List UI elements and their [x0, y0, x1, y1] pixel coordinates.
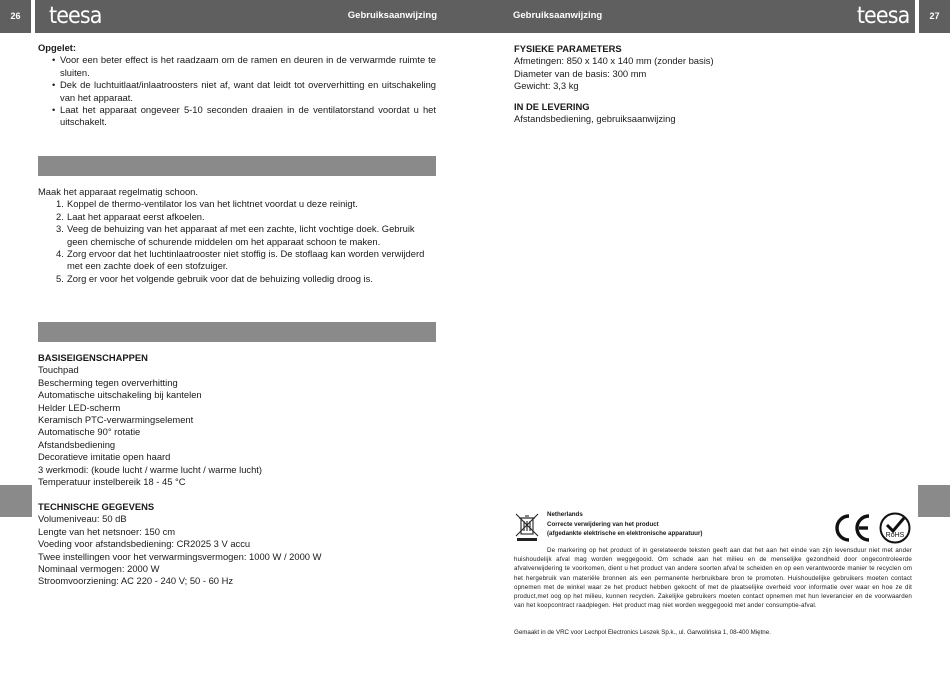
header-band-right	[475, 0, 915, 33]
disposal-country: Netherlands	[547, 511, 583, 518]
basic-feature: Decoratieve imitatie open haard	[38, 451, 171, 463]
technical-item: Volumeniveau: 50 dB	[38, 513, 127, 525]
crossed-bin-icon	[514, 513, 540, 541]
basic-features-section	[38, 352, 436, 488]
caution-item: • Laat het apparaat ongeveer 5-10 seconden draaien in de ventilatorstand voordat u het uitschakelt.	[52, 104, 436, 129]
disposal-subtitle: (afgedankte elektrische en elektronische apparatuur)	[547, 530, 703, 537]
teesa-logo-left: teesa	[49, 3, 102, 29]
physical-heading: FYSIEKE PARAMETERS	[514, 43, 622, 54]
section-bar-specs	[38, 322, 436, 342]
cleaning-step: 1. Koppel de thermo-ventilator los van het lichtnet voordat u deze reinigt.	[56, 198, 358, 210]
caution-section	[38, 42, 436, 129]
disposal-headings	[547, 510, 702, 539]
basic-feature: Automatische 90° rotatie	[38, 426, 141, 438]
section-bar-cleaning	[38, 156, 436, 176]
cleaning-step: 5. Zorg er voor het volgende gebruik voor dat de behuizing volledig droog is.	[56, 272, 373, 284]
basic-feature: Keramisch PTC-verwarmingselement	[38, 414, 194, 426]
technical-item: Stroomvoorziening: AC 220 - 240 V; 50 - 60 Hz	[38, 575, 234, 587]
page-number-left: 26	[0, 0, 31, 33]
side-tab-left	[0, 485, 32, 517]
rohs-mark-icon	[881, 514, 910, 543]
basic-feature: 3 werkmodi: (koude lucht / warme lucht / warme lucht)	[38, 463, 263, 475]
header-band-left	[35, 0, 475, 33]
basic-feature: Automatische uitschakeling bij kantelen	[38, 389, 202, 401]
header-title-right: Gebruiksaanwijzing	[513, 10, 603, 21]
ce-mark-icon	[837, 516, 869, 540]
disposal-title: Correcte verwijdering van het product	[547, 520, 659, 528]
technical-item: Voeding voor afstandsbediening: CR2025 3 V accu	[38, 538, 251, 550]
cleaning-step: 2. Laat het apparaat eerst afkoelen.	[56, 210, 205, 222]
page-number-right: 27	[919, 0, 950, 33]
cleaning-section	[38, 186, 436, 285]
basic-feature: Afstandsbediening	[38, 438, 116, 450]
cleaning-intro: Maak het apparaat regelmatig schoon.	[38, 186, 198, 197]
header-title-left: Gebruiksaanwijzing	[347, 10, 437, 21]
teesa-logo-right: teesa	[856, 3, 909, 29]
cleaning-step: 4. Zorg ervoor dat het luchtinlaatrooster niet stoffig is. De stoflaag kan worden verwijderd met een zachte doek of een stofzuiger.	[56, 248, 425, 272]
caution-item: • Dek de luchtuitlaat/inlaatroosters niet af, want dat leidt tot oververhitting en uitschakeling van het apparaat.	[52, 79, 436, 104]
basic-feature: Bescherming tegen oververhitting	[38, 376, 178, 388]
technical-item: Nominaal vermogen: 2000 W	[38, 563, 160, 575]
page-header	[0, 0, 950, 33]
caution-list	[52, 54, 436, 128]
cleaning-step: 3. Veeg de behuizing van het apparaat af met een zachte, licht vochtige doek. Gebruik geen chemische of schurende middelen om het apparaat schoon te maken.	[56, 223, 415, 247]
cleaning-steps	[56, 198, 436, 285]
basic-feature: Helder LED-scherm	[38, 401, 121, 413]
delivery-text: Afstandsbediening, gebruiksaanwijzing	[514, 113, 676, 125]
basic-feature: Touchpad	[38, 364, 79, 376]
svg-text:RoHS: RoHS	[885, 532, 905, 539]
made-in-text: Gemaakt in de VRC voor Lechpol Electronics Leszek Sp.k., ul. Garwolińska 1, 08-400 Miętne.	[514, 629, 771, 636]
technical-section	[38, 501, 436, 588]
physical-item: Diameter van de basis: 300 mm	[514, 67, 647, 79]
technical-item: Lengte van het netsnoer: 150 cm	[38, 525, 176, 537]
physical-section	[514, 43, 912, 125]
caution-item: • Voor een beter effect is het raadzaam om de ramen en deuren in de verwarmde ruimte te sluiten.	[52, 54, 436, 79]
technical-item: Twee instellingen voor het verwarmingsvermogen: 1000 W / 2000 W	[38, 550, 322, 562]
basic-feature: Temperatuur instelbereik 18 - 45 °C	[38, 476, 186, 488]
delivery-heading: IN DE LEVERING	[514, 100, 590, 112]
technical-heading: TECHNISCHE GEGEVENS	[38, 501, 155, 512]
disposal-text: De markering op het product of in gerelateerde teksten geeft aan dat het aan het einde van zijn levensduur niet met ander huishoudelijk afval mag worden weggegooid. Om schade aan het milieu en de menselijke gezondheid door ongecontroleerde afvalverwijdering te voorkomen, dient u het product van andere soorten afval te scheiden en op een verantwoorde manier te recyclen om het hergebruik van materiële bronnen als een permanente herbruikbare bron te promoten. Huishoudelijke gebruikers moeten contact opnemen met de winkel waar ze het product hebben gekocht of met de plaatselijke overheid voor informatie over waar en hoe ze dit product,met oog op het milieu, kunnen recyclen. Zakelijke gebruikers moeten contact opnemen met hun leverancier en de voorwaarden van het koopcontract raadplegen. Het product mag niet worden weggegooid met ander consumptie-afval.	[514, 547, 912, 610]
side-tab-right	[918, 485, 950, 517]
physical-item: Afmetingen: 850 x 140 x 140 mm (zonder basis)	[514, 55, 714, 67]
basic-features-heading: BASISEIGENSCHAPPEN	[38, 352, 148, 363]
ce-rohs-marks	[832, 512, 912, 544]
caution-heading: Opgelet:	[38, 42, 77, 53]
physical-item: Gewicht: 3,3 kg	[514, 80, 579, 92]
